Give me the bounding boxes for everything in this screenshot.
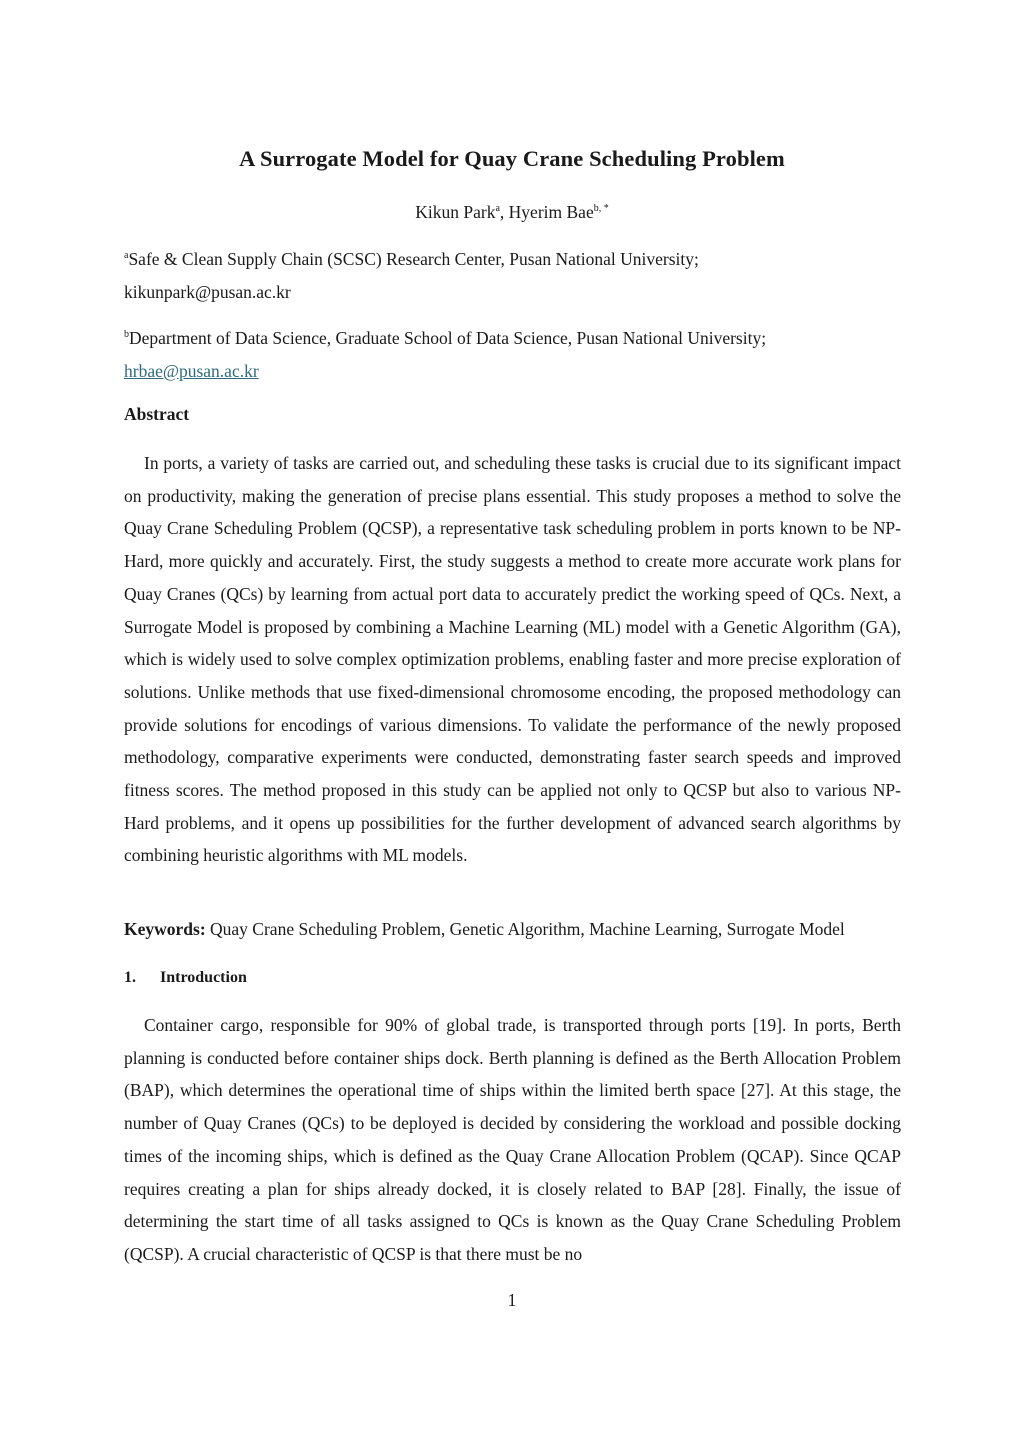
page-number: 1 [507,1290,517,1310]
author-name: Hyerim Bae [508,202,594,222]
introduction-body: Container cargo, responsible for 90% of global trade, is transported through ports [19]. In ports, Berth planning is conducted before container ships dock. Berth planning is defined as the Berth Allocation Problem (BAP), which determines the operational time of ships within the limited berth space [27]. At this stage, the number of Quay Cranes (QCs) to be deployed is decided by considering the workload and possible docking times of the incoming ships, which is defined as the Quay Crane Allocation Problem (QCAP). Since QCAP requires creating a plan for ships already docked, it is closely related to BAP [28]. Finally, the issue of determining the start time of all tasks assigned to QCs is known as the Quay Crane Scheduling Problem (QCSP). A crucial characteristic of QCSP is that there must be no [124,1015,901,1264]
affiliation-a [124,243,904,309]
affiliation-email: kikunpark@pusan.ac.kr [124,282,291,302]
author-line [0,202,1024,223]
keywords-label: Keywords: [124,919,206,939]
affiliation-text: Safe & Clean Supply Chain (SCSC) Research Center, Pusan National University; [128,249,699,269]
affiliation-text: Department of Data Science, Graduate School of Data Science, Pusan National University; [129,328,767,348]
section-number: 1. [124,969,136,986]
affiliation-mark: a [124,250,129,261]
abstract-body: In ports, a variety of tasks are carried out, and scheduling these tasks is crucial due to its significant impact on productivity, making the generation of precise plans essential. This study proposes a method to solve the Quay Crane Scheduling Problem (QCSP), a representative task scheduling problem in ports known to be NP-Hard, more quickly and accurately. First, the study suggests a method to create more accurate work plans for Quay Cranes (QCs) by learning from actual port data to accurately predict the working speed of QCs. Next, a Surrogate Model is proposed by combining a Machine Learning (ML) model with a Genetic Algorithm (GA), which is widely used to solve complex optimization problems, enabling faster and more precise exploration of solutions. Unlike methods that use fixed-dimensional chromosome encoding, the proposed methodology can provide solutions for encodings of various dimensions. To validate the performance of the newly proposed methodology, comparative experiments were conducted, demonstrating faster search speeds and improved fitness scores. The method proposed in this study can be applied not only to QCSP but also to various NP-Hard problems, and it opens up possibilities for the further development of advanced search algorithms by combining heuristic algorithms with ML models. [124,453,901,866]
email-link[interactable]: hrbae@pusan.ac.kr [124,361,259,381]
affiliation-mark: b, * [593,203,609,214]
section-heading [124,969,247,987]
author-separator: , [499,202,509,222]
keywords-line [124,919,901,940]
keywords-text: Quay Crane Scheduling Problem, Genetic Algorithm, Machine Learning, Surrogate Model [210,919,845,939]
author-name: Kikun Park [415,202,496,222]
section-title: Introduction [160,969,247,986]
paper-title: A Surrogate Model for Quay Crane Scheduling Problem [239,146,785,171]
abstract-heading: Abstract [124,404,190,424]
affiliation-mark: b [124,329,129,340]
affiliation-mark: a [495,203,500,214]
affiliation-b [124,322,904,388]
